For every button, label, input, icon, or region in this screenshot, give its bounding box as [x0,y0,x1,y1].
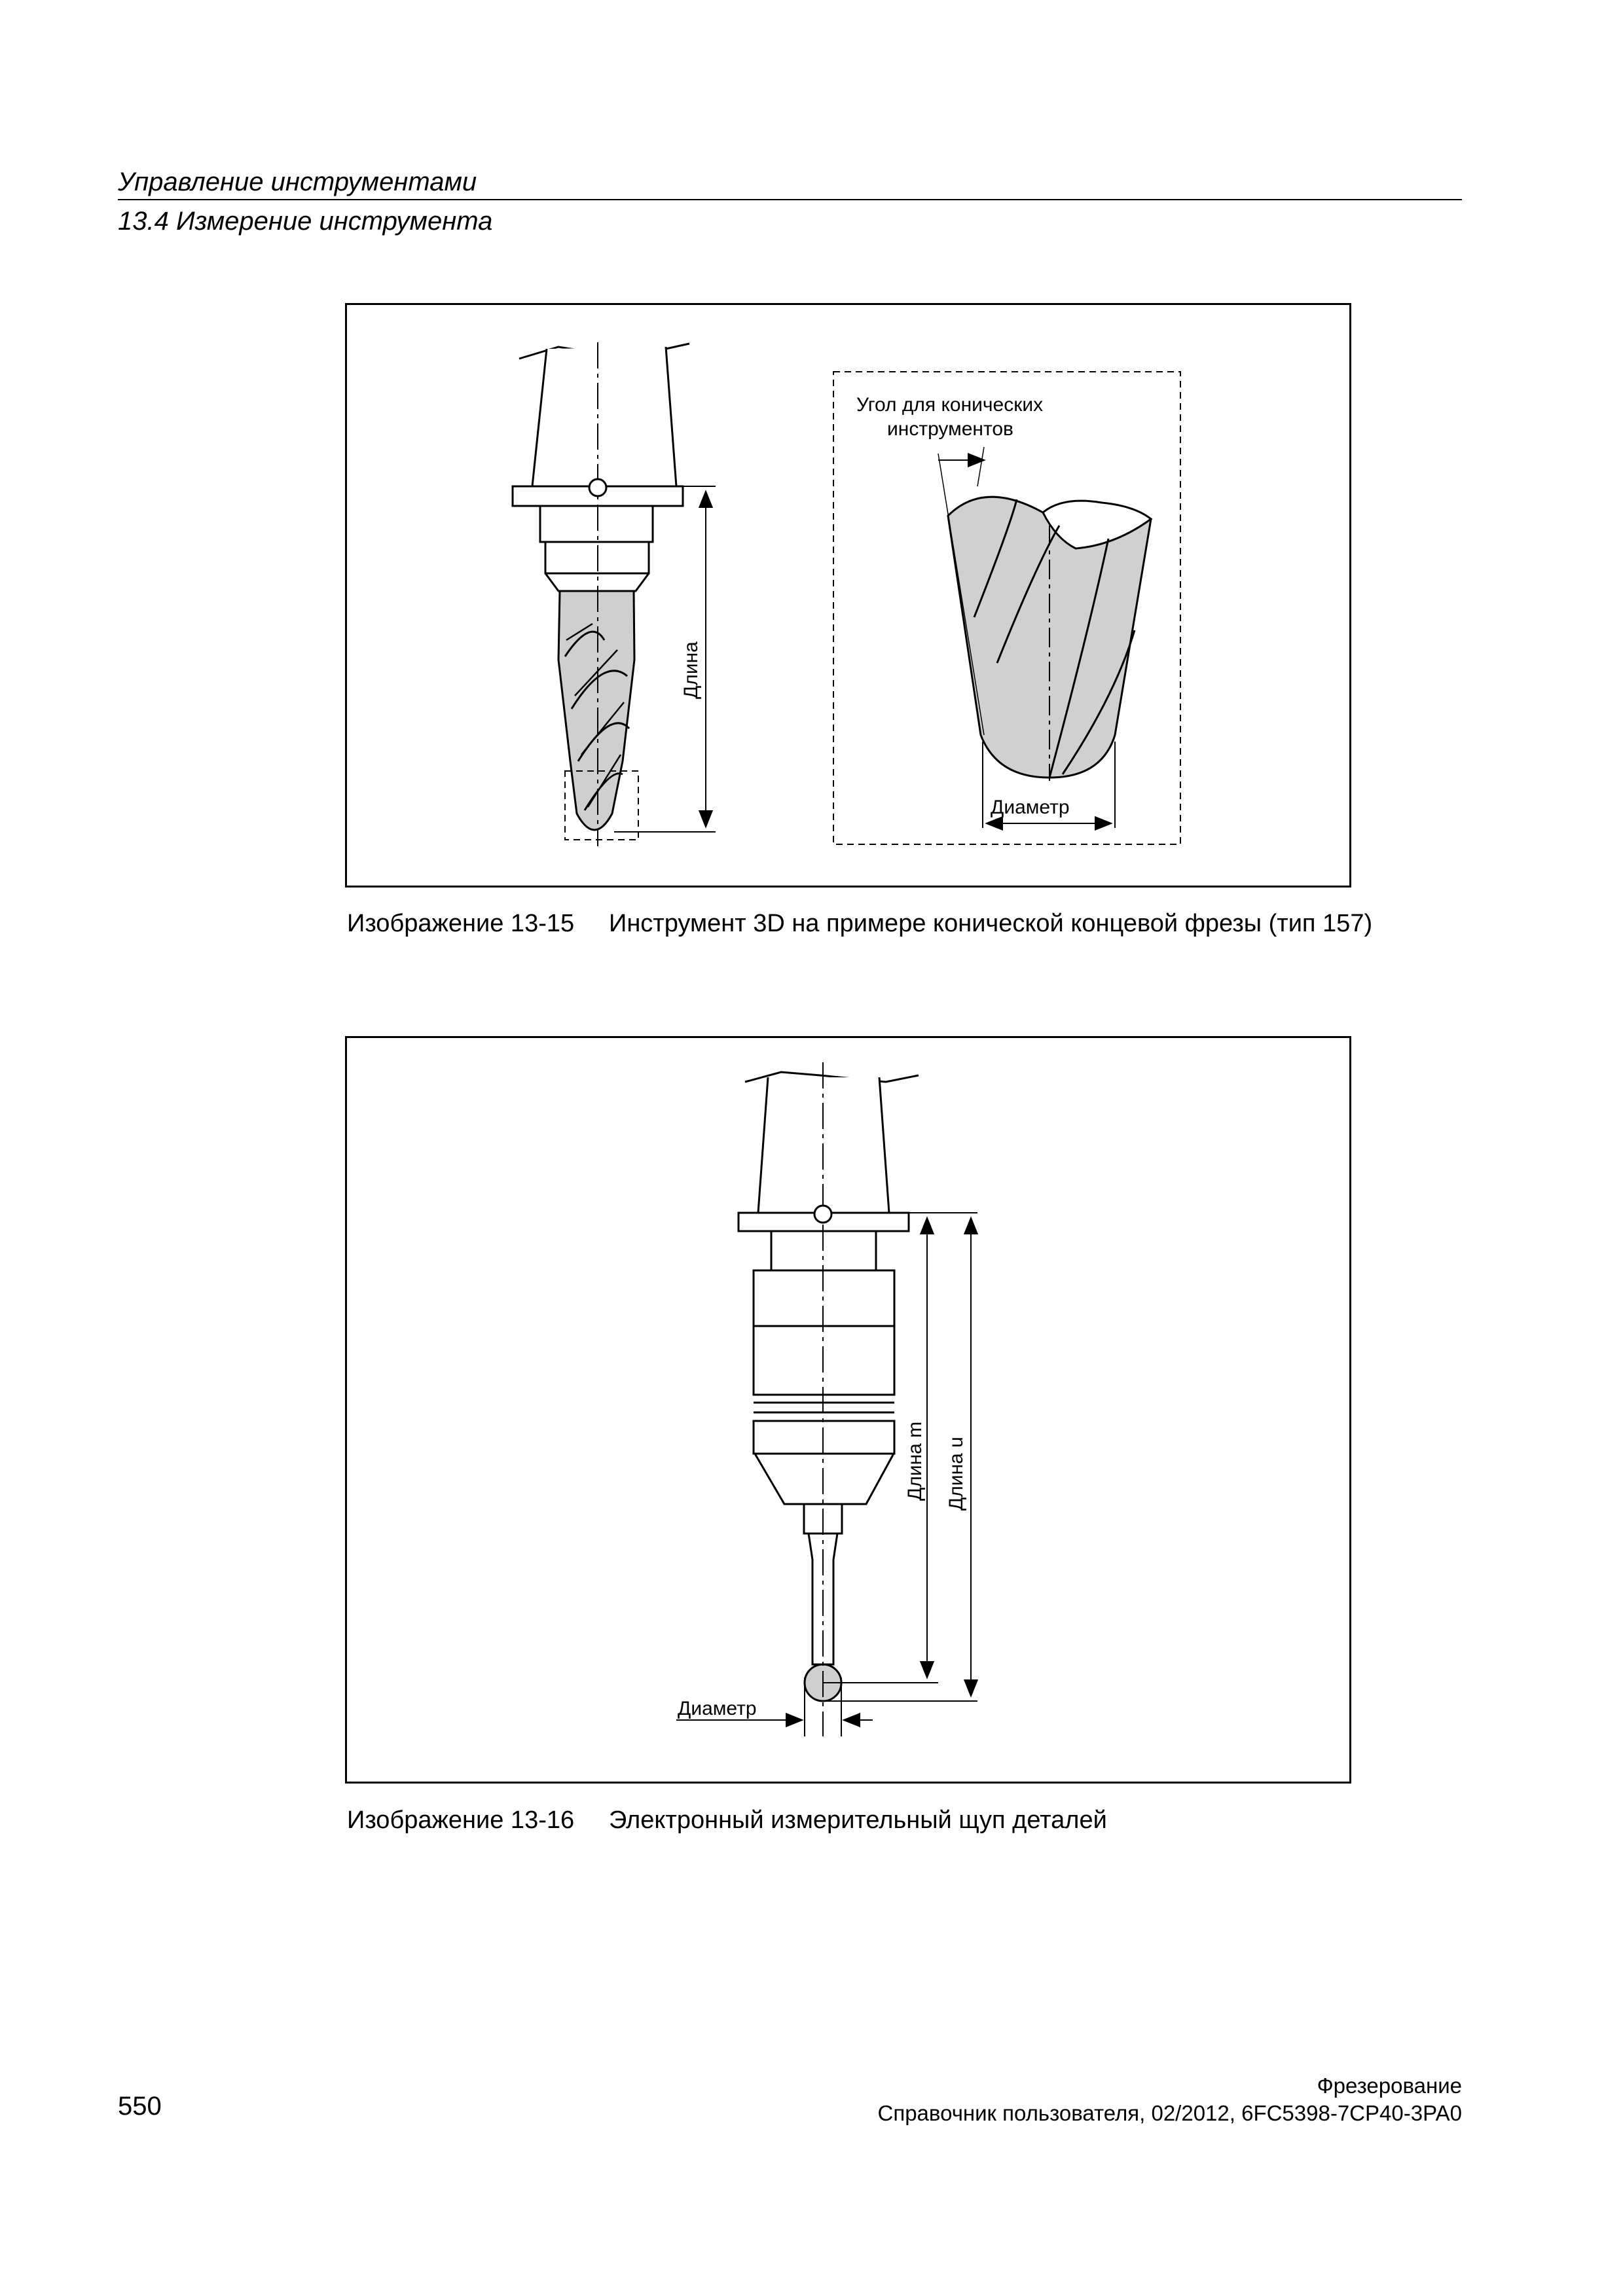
length-m-label: Длина m [904,1421,926,1501]
holder-collar [540,506,653,542]
section-title: 13.4 Измерение инструмента [118,207,493,236]
probe-cone [755,1454,894,1504]
gauge-point [589,479,606,496]
diameter-label: Диаметр [991,797,1070,818]
chapter-title: Управление инструментами [118,168,477,196]
conical-end-mill-diagram [347,305,1349,886]
gauge-point [814,1206,831,1223]
header-rule [118,199,1462,200]
figure-caption-text: Инструмент 3D на примере конической концевой фрезы (тип 157) [609,910,1373,937]
figure-number: Изображение 13-15 [347,910,575,937]
diameter-label: Диаметр [678,1698,757,1719]
footer-document: Справочник пользователя, 02/2012, 6FC5398-7CP40-3PA0 [877,2101,1462,2125]
angle-label-line2: инструментов [887,418,1013,440]
angle-label-line1: Угол для конических [856,394,1044,416]
page-number: 550 [118,2092,162,2121]
length-u-label: Длина u [945,1437,967,1511]
touch-probe-diagram [347,1038,1349,1782]
figure-caption-text: Электронный измерительный щуп деталей [609,1806,1107,1834]
probe-housing [754,1270,894,1326]
figure-13-15 [345,303,1351,888]
footer-product: Фрезерование [1317,2073,1462,2098]
figure-number: Изображение 13-16 [347,1806,575,1834]
figure-13-16 [345,1036,1351,1784]
holder-taper [532,347,676,486]
length-label: Длина [680,641,702,699]
